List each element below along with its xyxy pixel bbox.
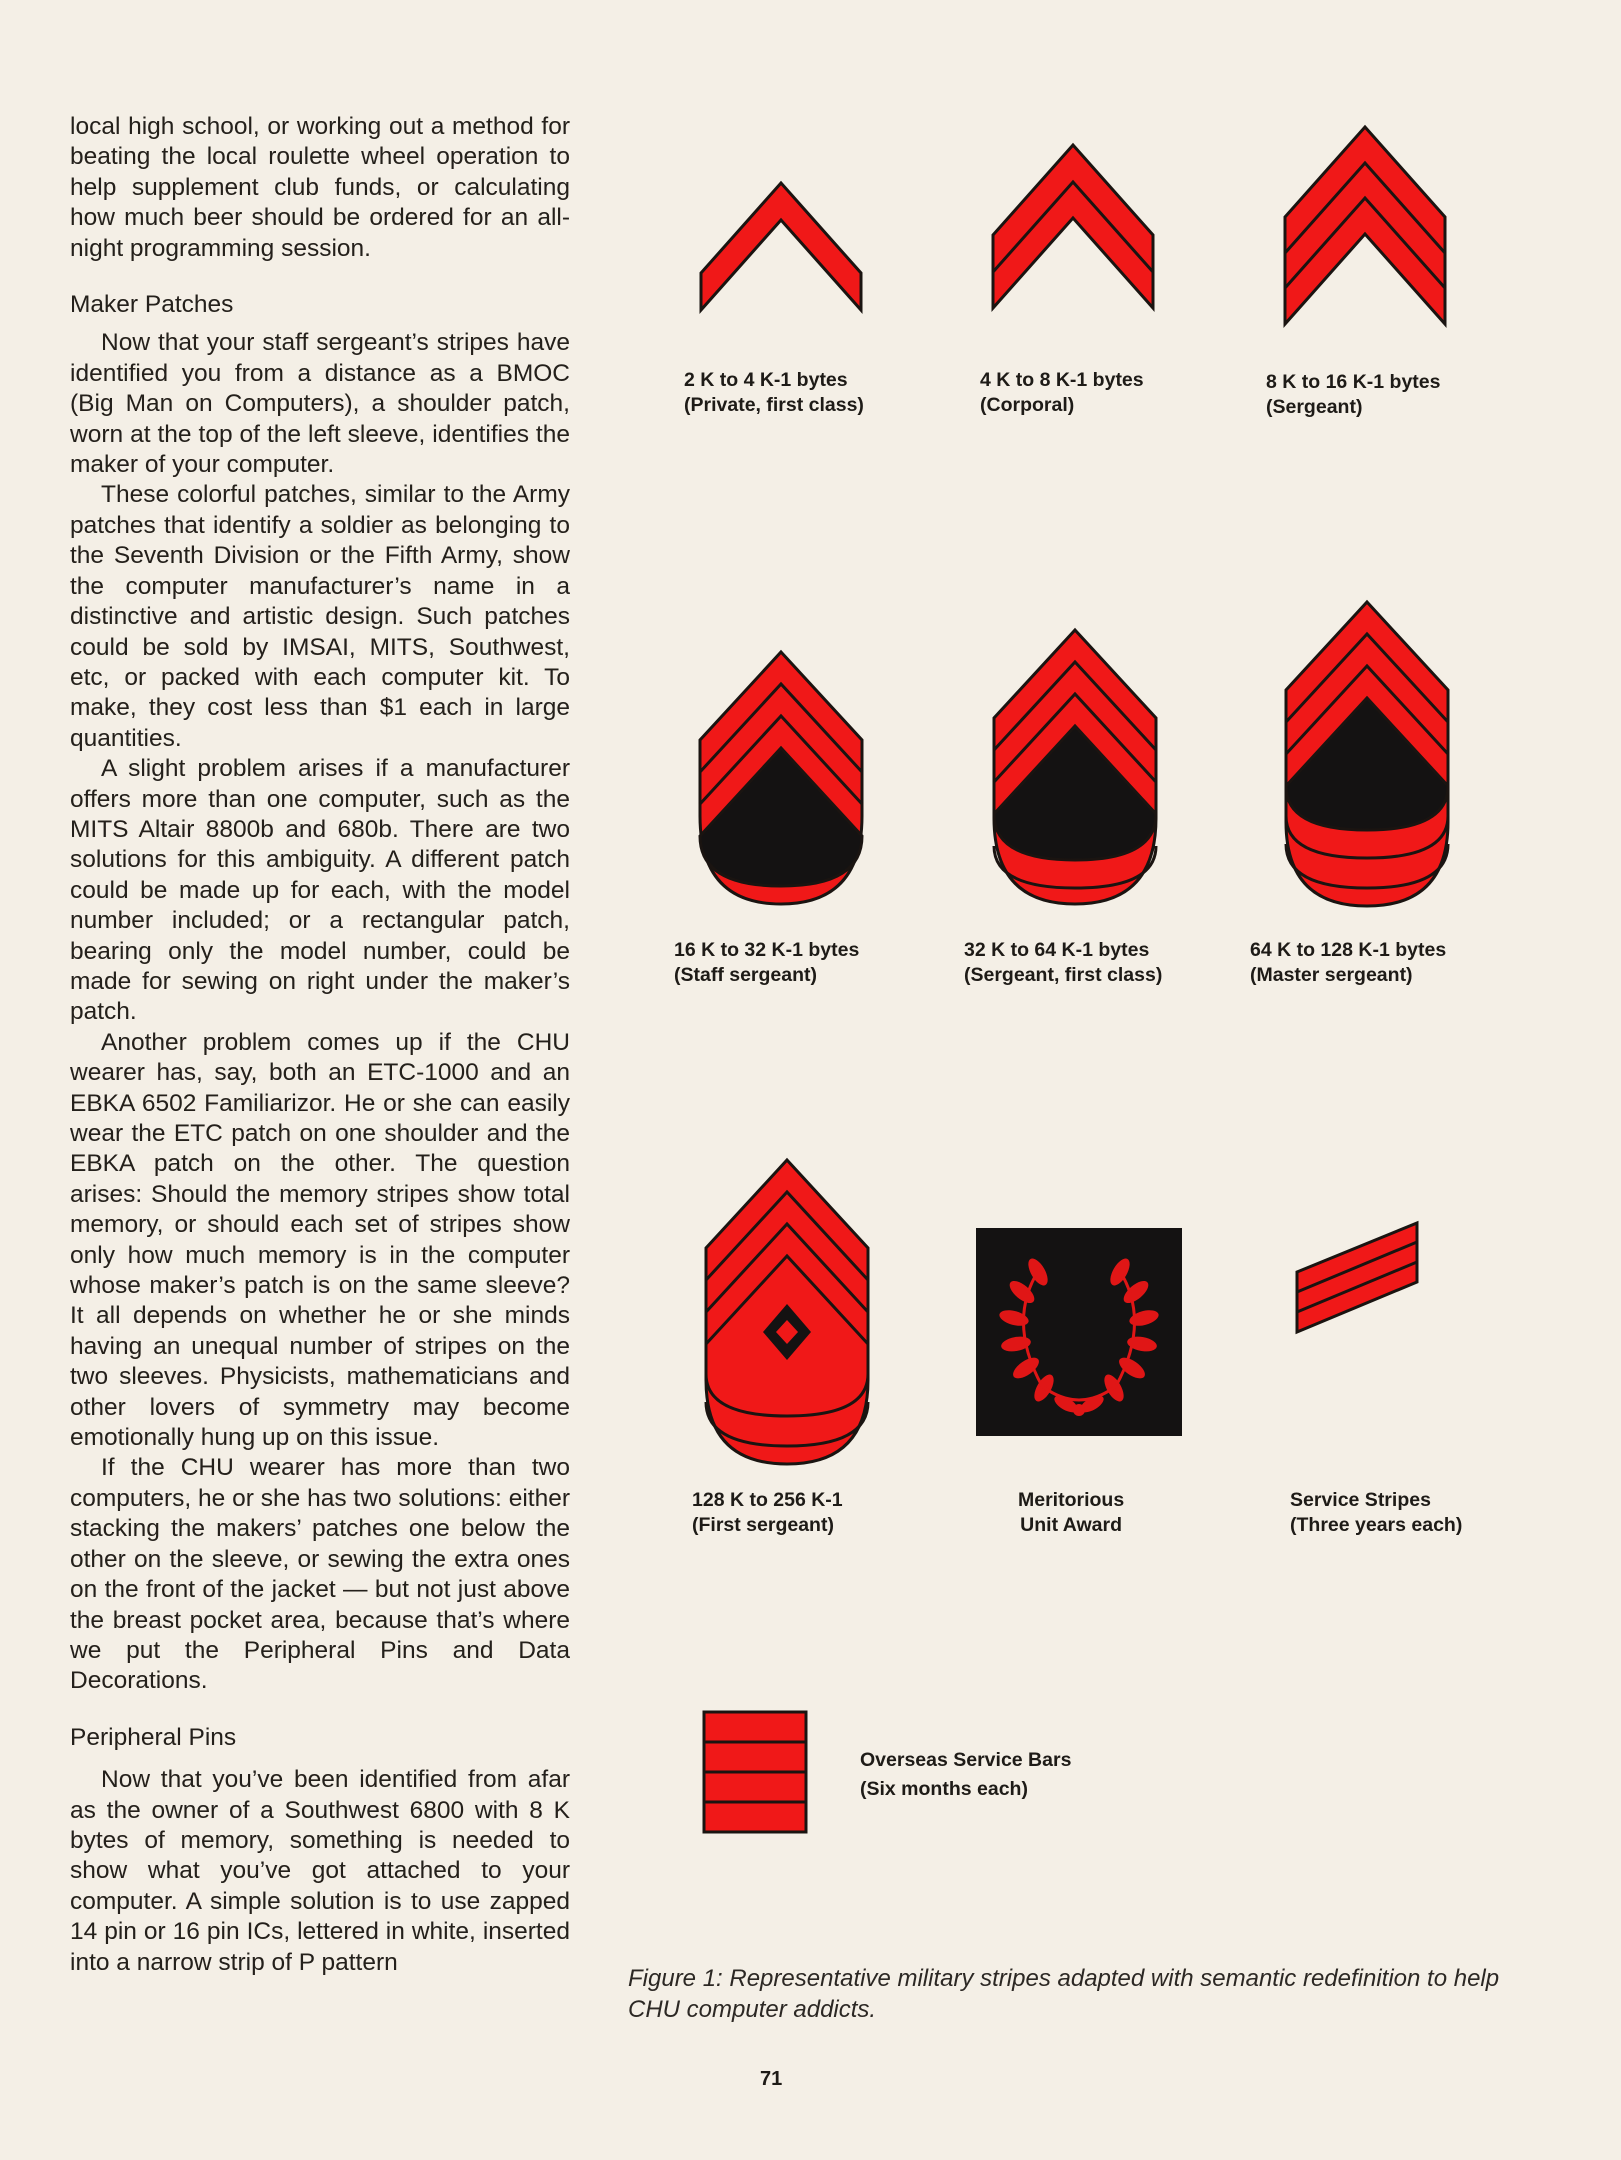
badge-caption-meritorious-unit-award: Meritorious Unit Award	[1018, 1489, 1125, 1536]
paragraph: Now that your staff sergeant’s stripes have identified you from a distance as a BMOC (Big Man on Computers), a shoulder patch, worn at the top of the left sleeve, identifies the maker of your computer.	[70, 329, 570, 479]
overseas-service-bars-icon	[702, 1710, 808, 1834]
staff-sergeant-badge-icon	[694, 648, 868, 908]
paragraph: local high school, or working out a method for beating the local roulette wheel operation to help supplement club funds, or calculating how much beer should be ordered for an all-night programming session.	[70, 113, 570, 262]
sergeant-first-class-badge-icon	[988, 626, 1162, 908]
badge-caption-overseas-service-bars: Overseas Service Bars (Six months each)	[860, 1749, 1072, 1800]
badge-caption-service-stripes: Service Stripes (Three years each)	[1290, 1489, 1463, 1536]
section-heading-peripheral-pins: Peripheral Pins	[70, 1723, 237, 1751]
sergeant-chevron-icon	[1280, 122, 1450, 328]
badge-caption-sergeant-first-class: 32 K to 64 K-1 bytes (Sergeant, first class)	[964, 939, 1163, 986]
figure-caption: Figure 1: Representative military stripes adapted with semantic redefinition to help CHU computer addicts.	[628, 1965, 1500, 2023]
badge-caption-pfc: 2 K to 4 K-1 bytes (Private, first class)	[684, 369, 864, 416]
paragraph: If the CHU wearer has more than two computers, he or she has two solutions: either stacking the makers’ patches one below the other on the sleeve, or sewing the extra ones on the front of the jacket — but not just above the breast pocket area, because that’s where we put the Peripheral Pins and Data Decorations.	[70, 1454, 570, 1695]
first-sergeant-badge-icon	[700, 1156, 874, 1468]
paragraph: A slight problem arises if a manufacturer offers more than one computer, such as the MITS Altair 8800b and 680b. There are two solutions for this ambiguity. A different patch could be made up for each, with the model number included; or a rectangular patch, bearing only the model number, could be made for sewing on right under the maker’s patch.	[70, 755, 570, 1026]
section-heading-maker-patches: Maker Patches	[70, 291, 234, 319]
pfc-chevron-icon	[696, 178, 866, 314]
corporal-chevron-icon	[988, 140, 1158, 312]
service-stripes-icon	[1294, 1220, 1420, 1336]
badge-caption-first-sergeant: 128 K to 256 K-1 (First sergeant)	[692, 1489, 843, 1536]
badge-caption-corporal: 4 K to 8 K-1 bytes (Corporal)	[980, 369, 1144, 416]
article-text-column	[70, 112, 570, 1978]
meritorious-unit-award-wreath-icon	[976, 1228, 1182, 1436]
badge-caption-sergeant: 8 K to 16 K-1 bytes (Sergeant)	[1266, 371, 1441, 418]
paragraph: These colorful patches, similar to the Army patches that identify a soldier as belonging to the Seventh Division or the Fifth Army, show the computer manufacturer’s name in a distinctive and artistic design. Such patches could be sold by IMSAI, MITS, Southwest, etc, or packed with each computer kit. To make, they cost less than $1 each in large quantities.	[70, 481, 570, 752]
badge-caption-staff-sergeant: 16 K to 32 K-1 bytes (Staff sergeant)	[674, 939, 860, 986]
paragraph: Now that you’ve been identified from afar as the owner of a Southwest 6800 with 8 K bytes of memory, something is needed to show what you’ve got attached to your computer. A simple solution is to use zapped 14 pin or 16 pin ICs, lettered in white, inserted into a narrow strip of P pattern	[70, 1766, 570, 1976]
badge-caption-master-sergeant: 64 K to 128 K-1 bytes (Master sergeant)	[1250, 939, 1447, 986]
page-number: 71	[760, 2068, 783, 2090]
master-sergeant-badge-icon	[1280, 598, 1454, 910]
paragraph: Another problem comes up if the CHU wearer has, say, both an ETC-1000 and an EBKA 6502 Familiarizor. He or she can easily wear the ETC patch on one shoulder and the EBKA patch on the other. The question arises: Should the memory stripes show total memory, or should each set of stripes show only how much memory is in the computer whose maker’s patch is on the same sleeve? It all depends on whether he or she minds having an unequal number of stripes on the two sleeves. Physicists, mathematicians and other lovers of symmetry may become emotionally hung up on this issue.	[70, 1028, 570, 1452]
